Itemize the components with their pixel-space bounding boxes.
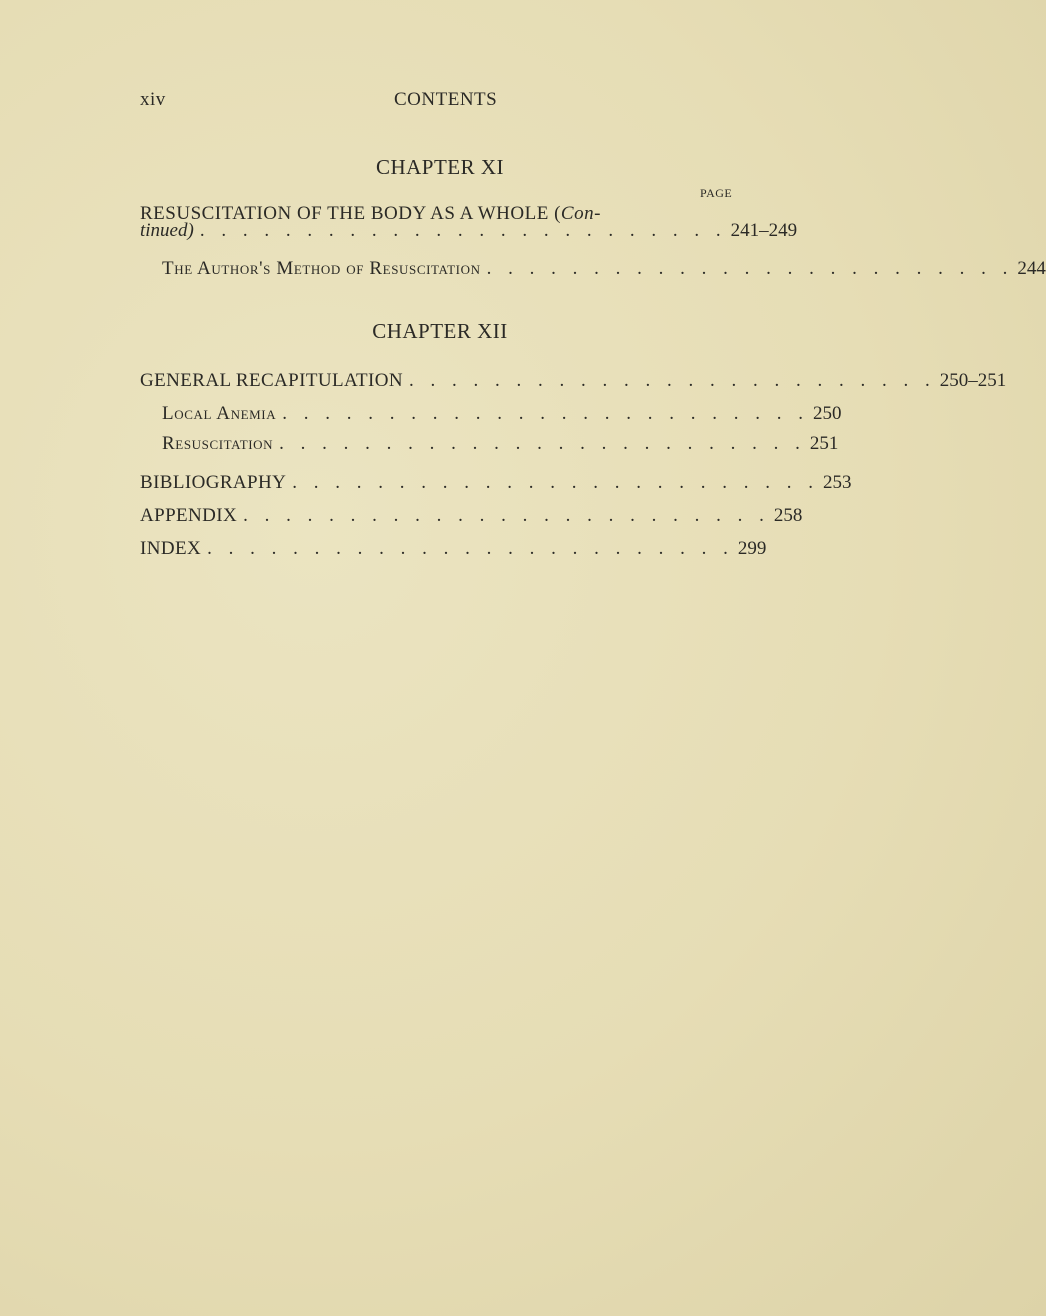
toc-entry-title: INDEX [140,538,202,559]
toc-entry-title-continued: tinued) [140,220,194,241]
dot-leader: . . . . . . . . . . . . . . . . . . . . . . . . . [409,370,936,391]
toc-entry-title: BIBLIOGRAPHY [140,472,287,493]
toc-entry [162,403,842,425]
dot-leader: . . . . . . . . . . . . . . . . . . . . . . . . . [199,220,727,241]
toc-entry-page: 250 [812,403,842,424]
toc-entry-page: 244 [1017,258,1046,279]
toc-entry-title: The Author's Method of Resuscitation [162,258,481,279]
toc-entry [162,258,1046,280]
toc-entry [162,433,839,455]
toc-entry-page: 299 [737,538,767,559]
toc-entry [140,538,767,560]
chapter-heading: CHAPTER XII [372,319,508,343]
toc-entry-page: 253 [823,472,852,493]
dot-leader: . . . . . . . . . . . . . . . . . . . . . . . . . [243,505,770,526]
dot-leader: . . . . . . . . . . . . . . . . . . . . . . . . . [292,472,820,493]
toc-entry-title: APPENDIX [140,505,238,526]
toc-entry [140,472,852,494]
toc-entry [140,505,803,527]
dot-leader: . . . . . . . . . . . . . . . . . . . . . . . . . [279,433,806,454]
toc-entry-page: 250–251 [939,370,1007,391]
dot-leader: . . . . . . . . . . . . . . . . . . . . . . . . . [207,538,734,559]
toc-entry-title: Resuscitation [162,433,274,454]
page-folio: xiv [140,89,166,110]
running-head [0,89,800,113]
toc-entry-page: 241–249 [730,220,798,241]
chapter-heading: CHAPTER XI [375,155,505,179]
toc-entry-title-italic: Con- [560,203,601,224]
toc-entry [140,370,1007,392]
dot-leader: . . . . . . . . . . . . . . . . . . . . . . . . . [282,403,809,424]
toc-entry-title: Local Anemia [162,403,277,424]
toc-entry-page: 251 [809,433,839,454]
toc-entry-title: GENERAL RECAPITULATION [140,370,403,391]
toc-entry-title: RESUSCITATION OF THE BODY AS A WHOLE ( [140,203,561,224]
running-title: CONTENTS [394,89,498,110]
toc-entry [140,220,798,242]
page-column-label: PAGE [700,186,733,200]
dot-leader: . . . . . . . . . . . . . . . . . . . . . . . . . [486,258,1014,279]
toc-entry-page: 258 [773,505,803,526]
